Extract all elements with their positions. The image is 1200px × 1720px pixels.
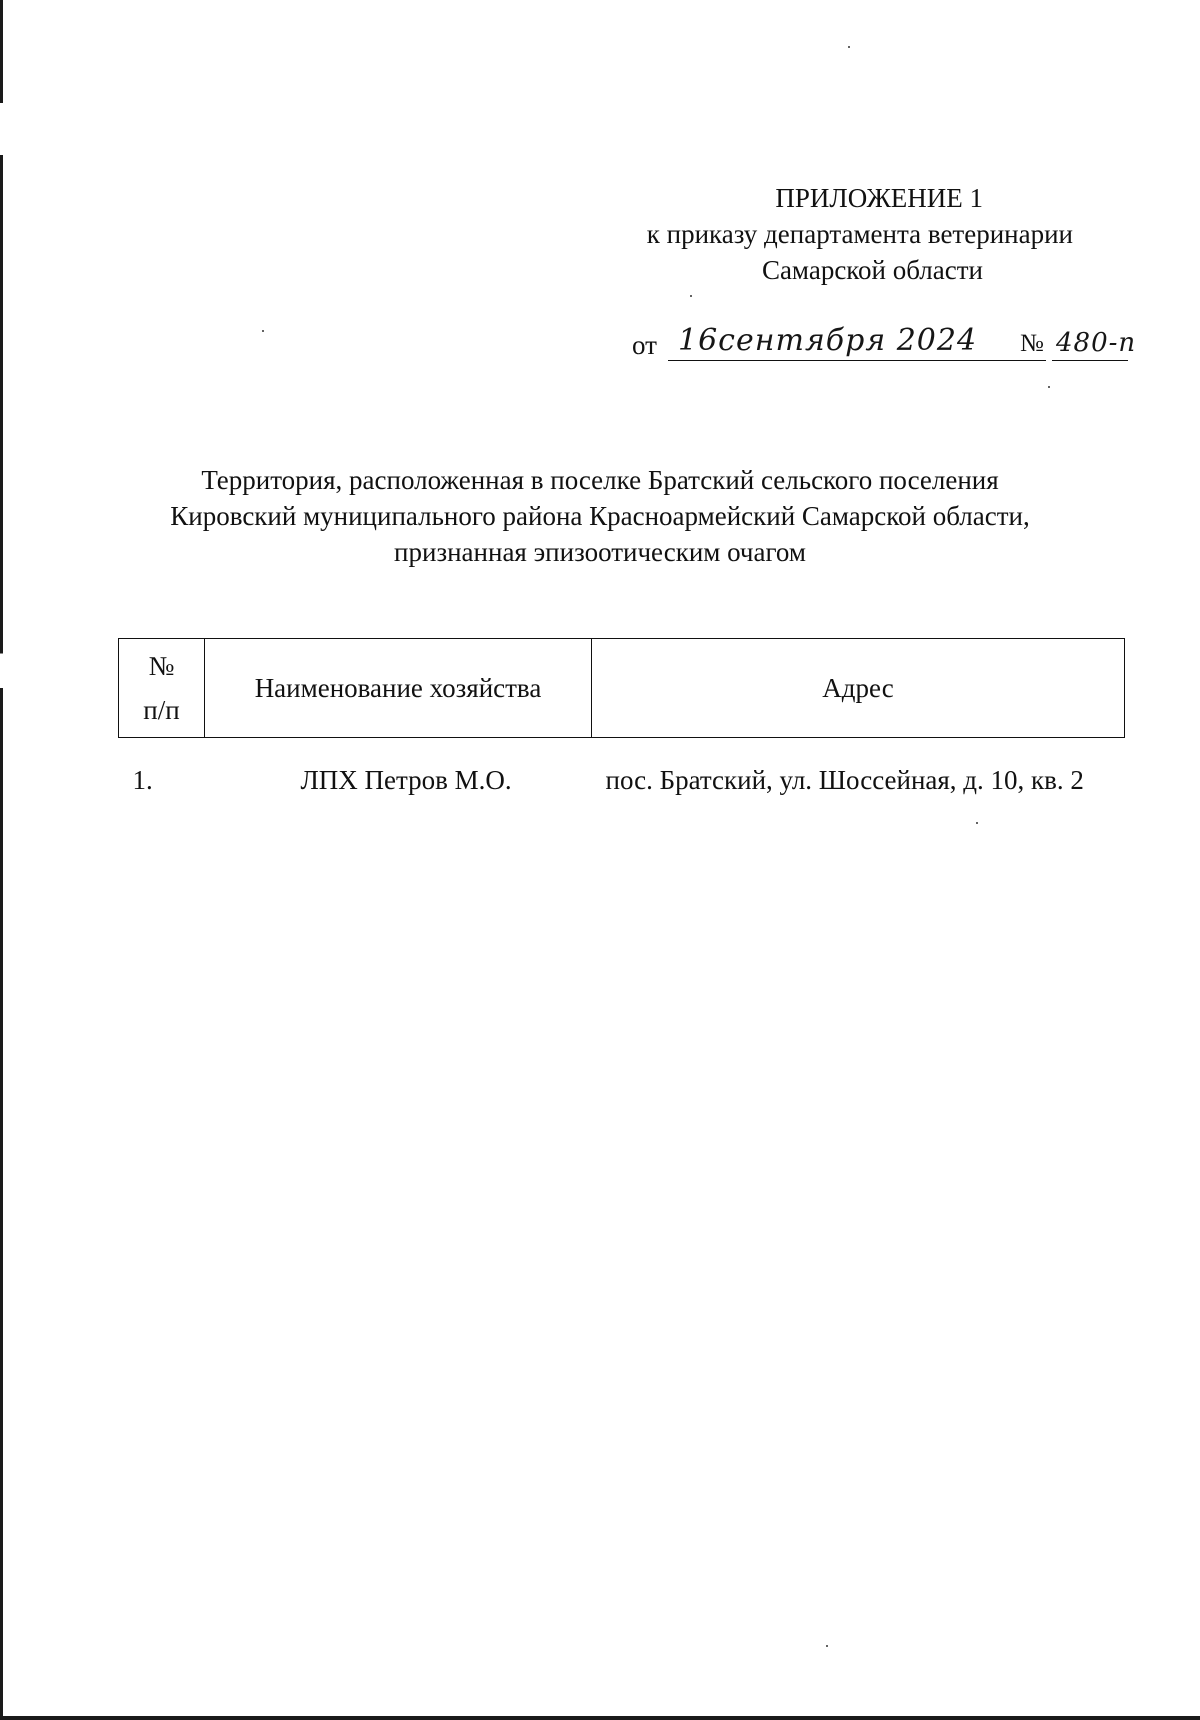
- scan-speck: [690, 295, 692, 297]
- farms-table: [118, 638, 1125, 822]
- header-number: [119, 639, 205, 738]
- scan-left-edge: [0, 0, 3, 1720]
- header-address: Адрес: [592, 639, 1125, 738]
- row-number: 1.: [132, 764, 153, 795]
- order-number-field: [1052, 320, 1137, 361]
- title-line: Кировский муниципального района Красноармейский Самарской области,: [170, 501, 1030, 531]
- table-row: [119, 738, 1125, 823]
- order-line: [632, 320, 1137, 366]
- appendix-heading: ПРИЛОЖЕНИЕ 1: [775, 183, 983, 213]
- order-date-prefix: от: [632, 330, 657, 360]
- scan-speck: [1048, 386, 1050, 388]
- row-farm-name: ЛПХ Петров М.О.: [300, 764, 512, 795]
- table-header-row: [119, 639, 1125, 738]
- header-number-sign: №: [148, 651, 175, 681]
- appendix-region: Самарской области: [761, 255, 983, 285]
- title-line: признанная эпизоотическим очагом: [394, 537, 806, 567]
- scan-speck: [262, 330, 264, 332]
- appendix-order-reference: к приказу департамента ветеринарии: [646, 219, 1073, 249]
- order-number-sign: №: [1020, 330, 1044, 357]
- scan-speck: [826, 1645, 828, 1647]
- scan-bottom-edge: [0, 1716, 1200, 1720]
- title-line: Территория, расположенная в поселке Братский сельского поселения: [201, 465, 999, 495]
- header-number-abbrev: п/п: [143, 695, 180, 725]
- handwritten-number: 480-п: [1056, 328, 1137, 358]
- appendix-block: [553, 180, 1073, 288]
- scan-speck: [976, 822, 978, 824]
- order-date-field: [668, 320, 1046, 361]
- scan-speck: [848, 46, 850, 48]
- farms-table-container: [118, 638, 1125, 822]
- handwritten-date: 16сентября 2024: [678, 323, 978, 358]
- header-farm-name: Наименование хозяйства: [205, 639, 592, 738]
- document-title: [150, 462, 1050, 570]
- row-address: пос. Братский, ул. Шоссейная, д. 10, кв. 2: [605, 764, 1084, 795]
